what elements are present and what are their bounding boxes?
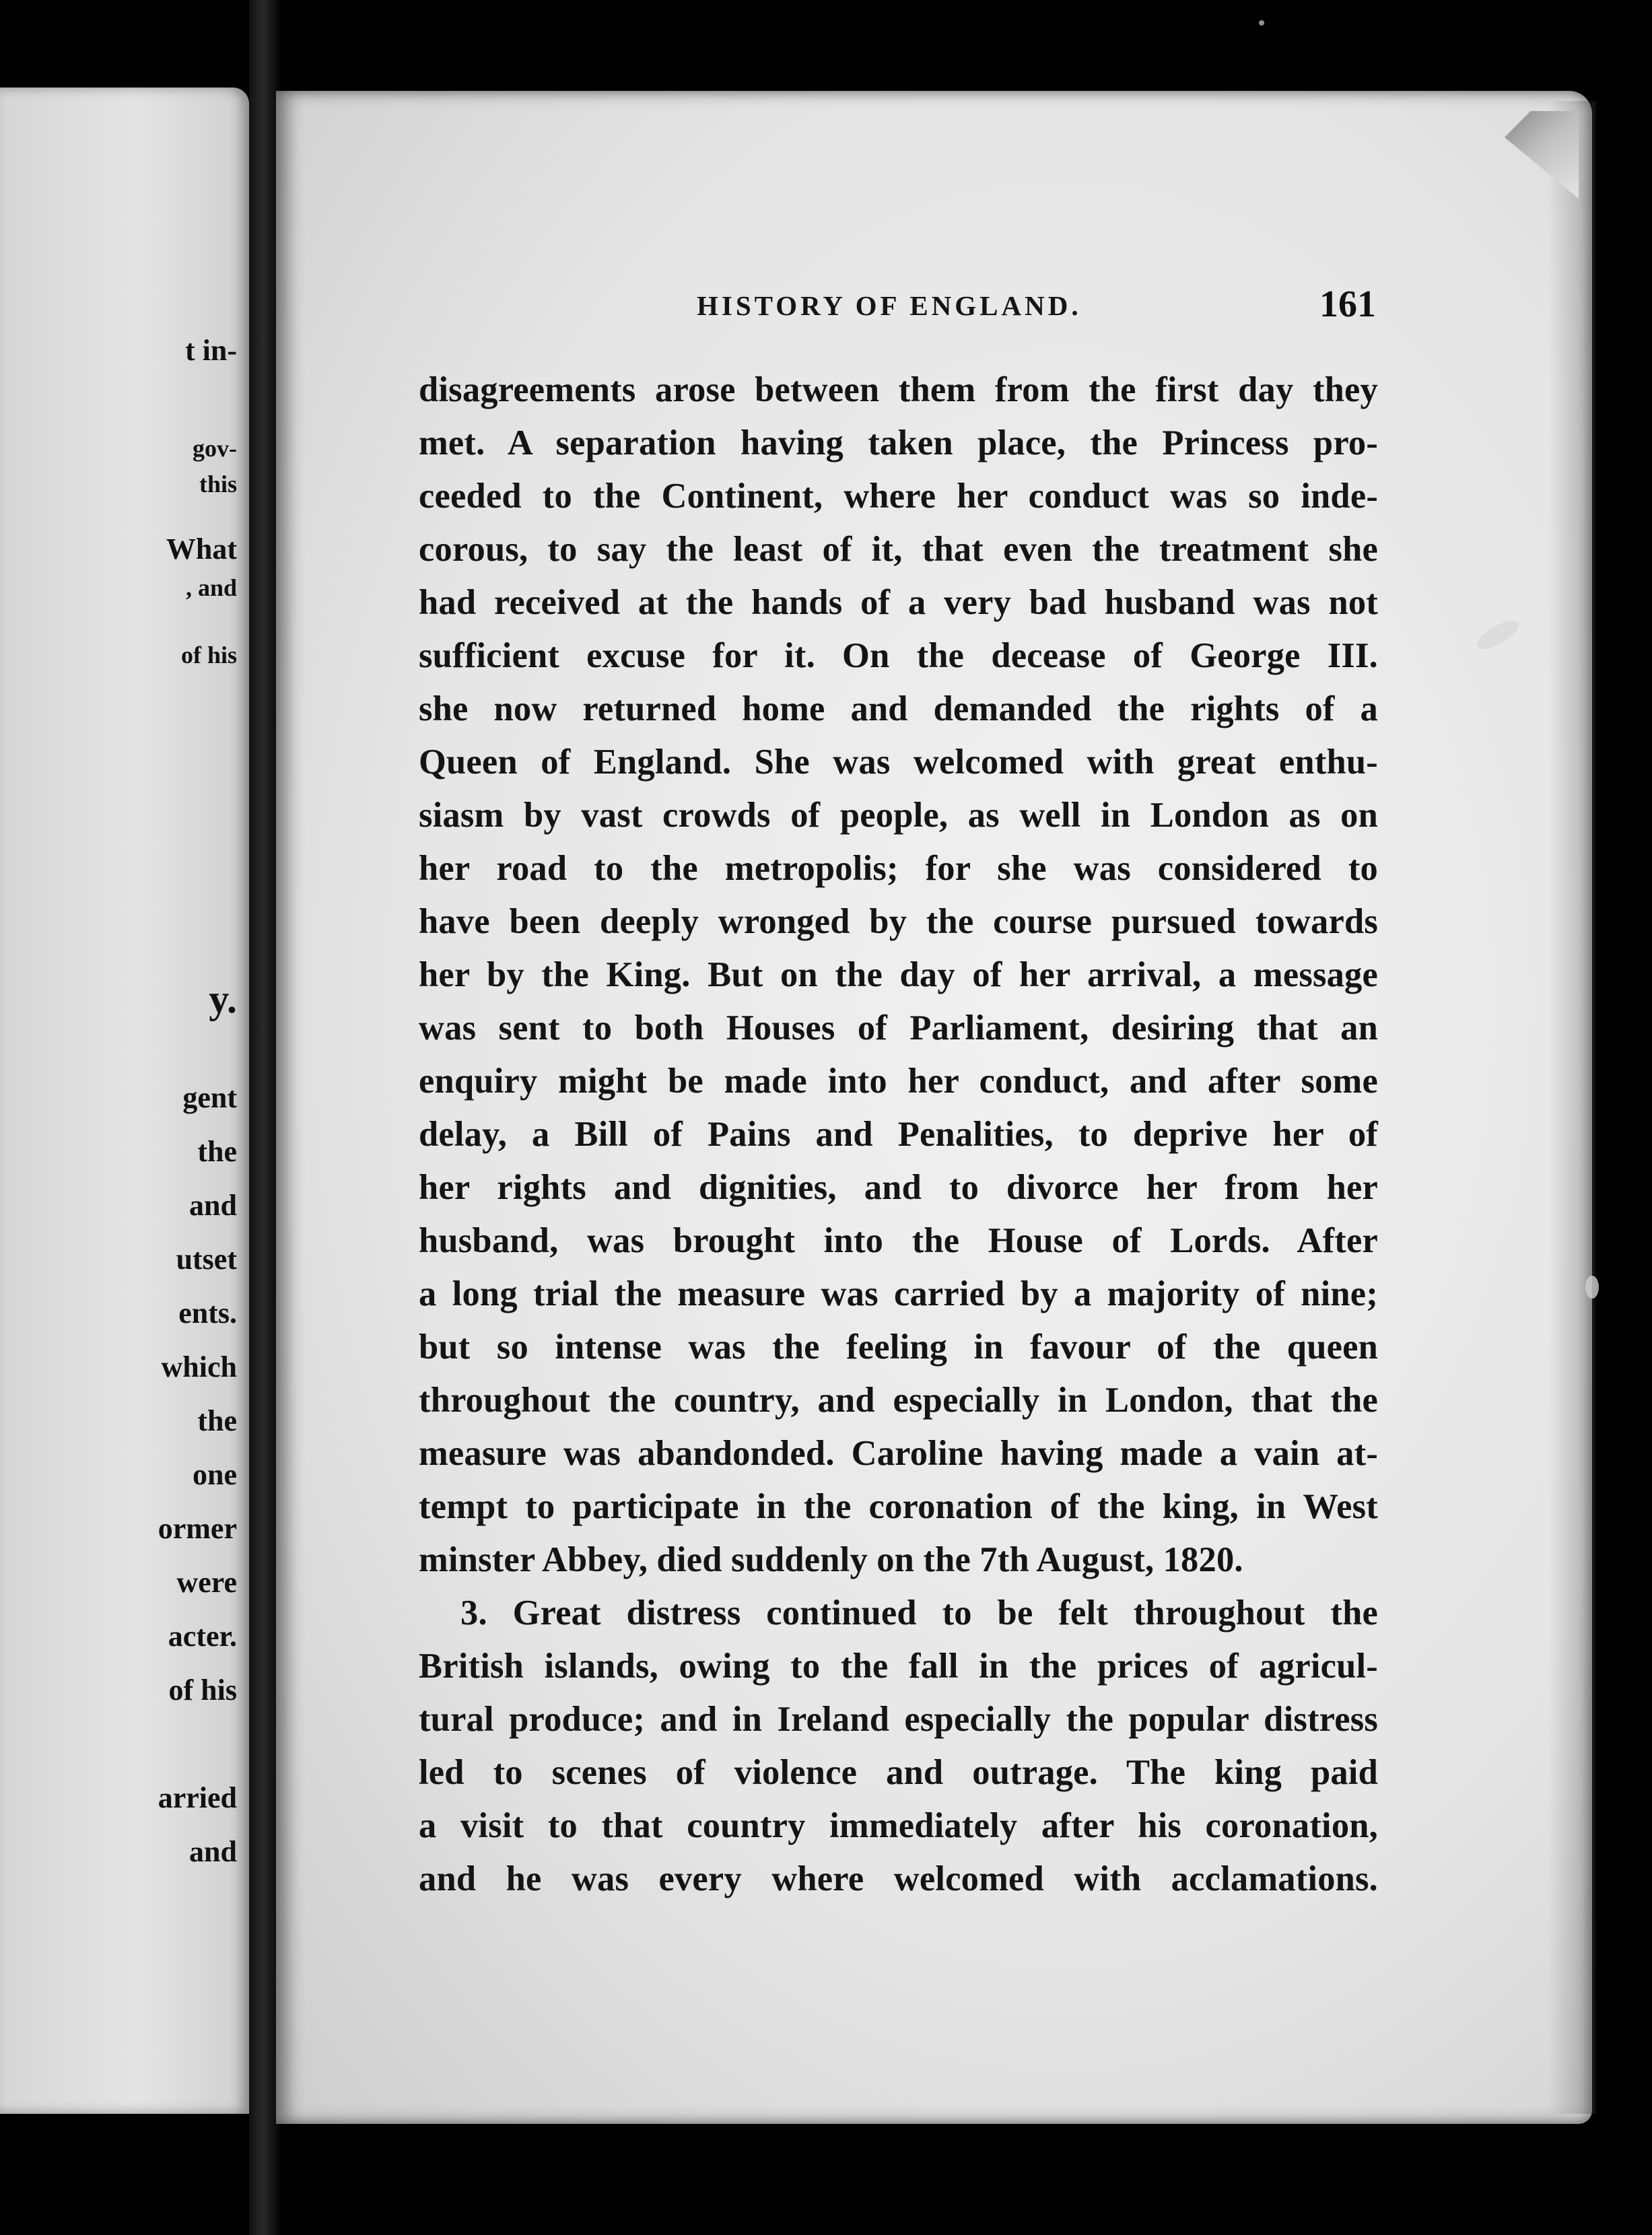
- left-page-fragment: were: [176, 1566, 237, 1599]
- left-page-fragment: What: [166, 532, 237, 565]
- page-edge-shadow: [1548, 101, 1595, 2114]
- left-page-fragment: gent: [182, 1081, 237, 1114]
- text-line: led to scenes of violence and outrage. The king paid: [419, 1753, 1378, 1792]
- text-line: measure was abandonded. Caroline having made a vain at-: [419, 1434, 1378, 1473]
- text-line: but so intense was the feeling in favour of the queen: [419, 1328, 1378, 1367]
- text-line: her road to the metropolis; for she was considered to: [419, 849, 1378, 888]
- left-page-fragment: this: [199, 471, 237, 497]
- text-line: enquiry might be made into her conduct, and after some: [419, 1062, 1378, 1101]
- left-page-fragment: the: [197, 1135, 237, 1168]
- text-line: was sent to both Houses of Parliament, desiring that an: [419, 1008, 1378, 1047]
- left-page-fragment: , and: [185, 574, 237, 601]
- text-line: her rights and dignities, and to divorce her from her: [419, 1168, 1378, 1207]
- paper-speck: [1259, 20, 1264, 26]
- left-page-fragment: utset: [176, 1243, 237, 1276]
- left-page-fragment: and: [189, 1835, 237, 1868]
- paper-speck: [1585, 1276, 1599, 1299]
- text-line: siasm by vast crowds of people, as well in London as on: [419, 796, 1378, 835]
- text-line: throughout the country, and especially in London, that the: [419, 1381, 1378, 1420]
- text-line: disagreements arose between them from the first day they: [419, 370, 1378, 409]
- left-page-fragment: which: [161, 1350, 237, 1383]
- text-line: had received at the hands of a very bad husband was not: [419, 583, 1378, 622]
- left-page-fragment: of his: [180, 642, 237, 668]
- left-page-fragment: gov-: [193, 435, 237, 462]
- left-page: [0, 88, 249, 2114]
- text-line: tempt to participate in the coronation of the king, in West: [419, 1487, 1378, 1526]
- text-line: and he was every where welcomed with acclamations.: [419, 1859, 1378, 1898]
- left-page-fragment: of his: [168, 1674, 237, 1707]
- text-line: British islands, owing to the fall in the prices of agricul-: [419, 1647, 1378, 1686]
- text-line: met. A separation having taken place, the Princess pro-: [419, 423, 1378, 462]
- text-line: husband, was brought into the House of Lords. After: [419, 1221, 1378, 1260]
- text-line: her by the King. But on the day of her arrival, a message: [419, 955, 1378, 994]
- text-line: have been deeply wronged by the course pursued towards: [419, 902, 1378, 941]
- text-line: Queen of England. She was welcomed with great enthu-: [419, 743, 1378, 782]
- left-page-fragment: acter.: [168, 1620, 237, 1653]
- left-page-fragment: t in-: [185, 334, 237, 367]
- text-line: minster Abbey, died suddenly on the 7th August, 1820.: [419, 1540, 1243, 1579]
- left-page-fragment: ormer: [158, 1512, 237, 1545]
- left-page-fragment: ents.: [178, 1297, 237, 1330]
- left-page-fragment: arried: [158, 1781, 237, 1814]
- text-line: sufficient excuse for it. On the decease of George III.: [419, 636, 1378, 675]
- text-line: she now returned home and demanded the rights of a: [419, 689, 1378, 728]
- text-line: a long trial the measure was carried by a majority of nine;: [419, 1274, 1378, 1313]
- text-line: corous, to say the least of it, that even the treatment she: [419, 530, 1378, 569]
- body-text: [419, 364, 1378, 1906]
- left-page-fragment: y.: [209, 977, 237, 1021]
- text-line: delay, a Bill of Pains and Penalities, to deprive her of: [419, 1115, 1378, 1154]
- text-line: a visit to that country immediately after his coronation,: [419, 1806, 1378, 1845]
- left-page-fragment: and: [189, 1189, 237, 1222]
- paragraph-3-first-line: 3. Great distress continued to be felt throughout the: [460, 1593, 1378, 1632]
- left-page-fragment: one: [193, 1458, 237, 1491]
- running-head: HISTORY OF ENGLAND.: [697, 290, 1082, 321]
- text-line: tural produce; and in Ireland especially the popular distress: [419, 1700, 1378, 1739]
- page-number: 161: [1319, 283, 1376, 325]
- text-line: ceeded to the Continent, where her conduct was so inde-: [419, 477, 1378, 516]
- left-page-fragment: the: [197, 1404, 237, 1437]
